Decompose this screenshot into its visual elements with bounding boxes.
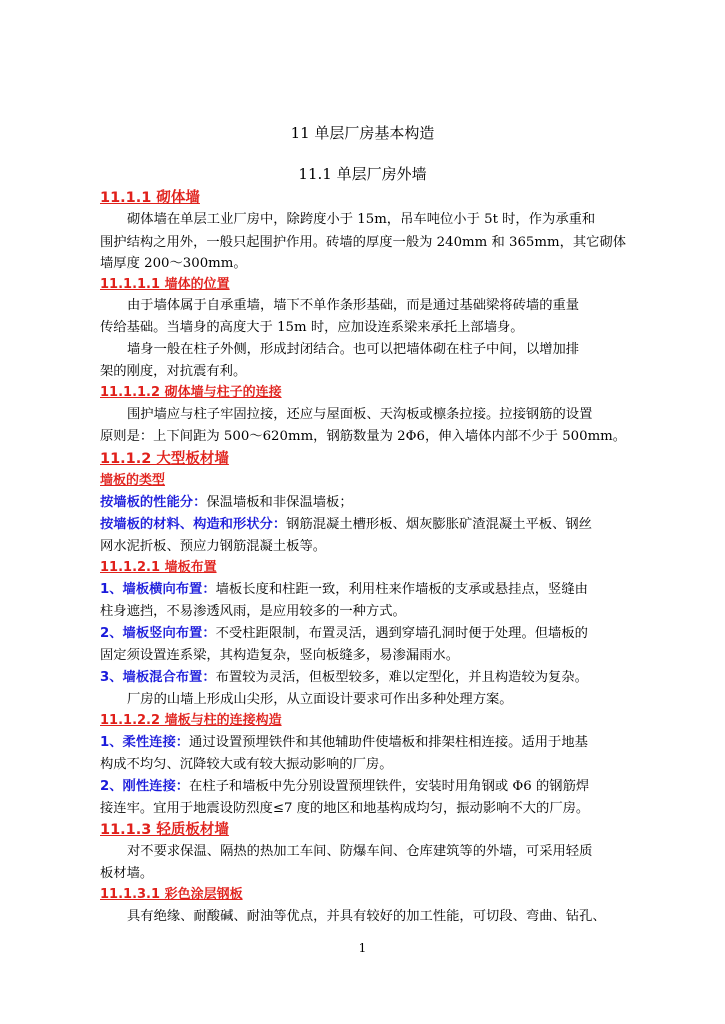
paragraph-line: 砌体墙在单层工业厂房中，除跨度小于 15m，吊车吨位小于 5t 时，作为承重和 [127, 212, 596, 227]
paragraph-line: 网水泥折板、预应力钢筋混凝土板等。 [100, 539, 327, 554]
paragraph-line: 架的刚度，对抗震有利。 [100, 364, 247, 379]
paragraph-line: 传给基础。当墙身的高度大于 15m 时，应加设连系梁来承托上部墙身。 [100, 320, 524, 335]
list-item [100, 668, 640, 688]
paragraph-line: 原则是：上下间距为 500～620mm，钢筋数量为 2Φ6，伸入墙体内部不少于 500mm。 [100, 429, 627, 444]
text-performance: 保温墙板和非保温墙板； [206, 495, 353, 510]
section-title: 11.1 单层厂房外墙 [298, 165, 427, 183]
paragraph-line: 围护墙应与柱子牢固拉接，还应与屋面板、天沟板或檩条拉接。拉接钢筋的设置 [127, 407, 593, 422]
heading-11-1-3-1: 11.1.3.1 彩色涂层钢板 [100, 887, 243, 902]
text-horizontal: 墙板长度和柱距一致，利用柱来作墙板的支承或悬挂点，竖缝由 [215, 582, 588, 597]
text-flexible: 通过设置预埋铁件和其他辅助件使墙板和排架柱相连接。适用于地基 [189, 735, 588, 750]
heading-11-1-2: 11.1.2 大型板材墙 [100, 451, 229, 467]
label-vertical: 2、墙板竖向布置： [100, 626, 216, 641]
label-rigid: 2、刚性连接： [100, 779, 190, 794]
list-item [100, 733, 640, 753]
list-item [100, 580, 640, 600]
label-mixed: 3、墙板混合布置： [100, 670, 216, 685]
page-number: 1 [358, 941, 367, 955]
paragraph-line: 构成不均匀、沉降较大或有较大振动影响的厂房。 [100, 757, 393, 772]
paragraph-line: 围护结构之用外，一般只起围护作用。砖墙的厚度一般为 240mm 和 365mm，其它砌体 [100, 235, 627, 250]
label-horizontal: 1、墙板横向布置： [100, 582, 216, 597]
heading-11-1-1: 11.1.1 砌体墙 [100, 190, 200, 206]
paragraph-line: 接连牢。宜用于地震设防烈度≤7 度的地区和地基构成均匀，振动影响不大的厂房。 [100, 801, 590, 816]
classification-line [100, 493, 640, 513]
heading-11-1-1-2: 11.1.1.2 砌体墙与柱子的连接 [100, 385, 282, 400]
paragraph-line: 板材墙。 [100, 866, 154, 881]
list-item [100, 624, 640, 644]
heading-11-1-2-2: 11.1.2.2 墙板与柱的连接构造 [100, 713, 282, 728]
text-rigid: 在柱子和墙板中先分别设置预埋铁件，安装时用角钢或 Φ6 的钢筋焊 [189, 779, 590, 794]
paragraph-line: 柱身遮挡，不易渗透风雨，是应用较多的一种方式。 [100, 604, 406, 619]
classification-line [100, 515, 640, 535]
paragraph-line: 由于墙体属于自承重墙，墙下不单作条形基础，而是通过基础梁将砖墙的重量 [127, 298, 580, 313]
heading-panel-types: 墙板的类型 [100, 473, 166, 488]
heading-11-1-2-1: 11.1.2.1 墙板布置 [100, 560, 217, 575]
label-material: 按墙板的材料、构造和形状分： [100, 517, 287, 532]
heading-11-1-3: 11.1.3 轻质板材墙 [100, 822, 229, 838]
list-item [100, 777, 640, 797]
label-performance: 按墙板的性能分： [100, 495, 207, 510]
paragraph-line: 厂房的山墙上形成山尖形，从立面设计要求可作出多种处理方案。 [127, 692, 513, 707]
paragraph-line: 对不要求保温、隔热的热加工车间、防爆车间、仓库建筑等的外墙，可采用轻质 [127, 844, 593, 859]
label-flexible: 1、柔性连接： [100, 735, 190, 750]
paragraph-line: 具有绝缘、耐酸碱、耐油等优点，并具有较好的加工性能，可切段、弯曲、钻孔、 [127, 909, 606, 924]
text-vertical: 不受柱距限制，布置灵活，遇到穿墙孔洞时便于处理。但墙板的 [215, 626, 588, 641]
text-material: 钢筋混凝土槽形板、烟灰膨胀矿渣混凝土平板、钢丝 [286, 517, 592, 532]
text-mixed: 布置较为灵活，但板型较多，难以定型化，并且构造较为复杂。 [215, 670, 588, 685]
paragraph-line: 墙厚度 200～300mm。 [100, 256, 247, 271]
paragraph-line: 固定须设置连系梁，其构造复杂，竖向板缝多，易渗漏雨水。 [100, 648, 460, 663]
paragraph-line: 墙身一般在柱子外侧，形成封闭结合。也可以把墙体砌在柱子中间，以增加排 [127, 342, 580, 357]
heading-11-1-1-1: 11.1.1.1 墙体的位置 [100, 277, 230, 292]
chapter-title: 11 单层厂房基本构造 [290, 124, 435, 142]
